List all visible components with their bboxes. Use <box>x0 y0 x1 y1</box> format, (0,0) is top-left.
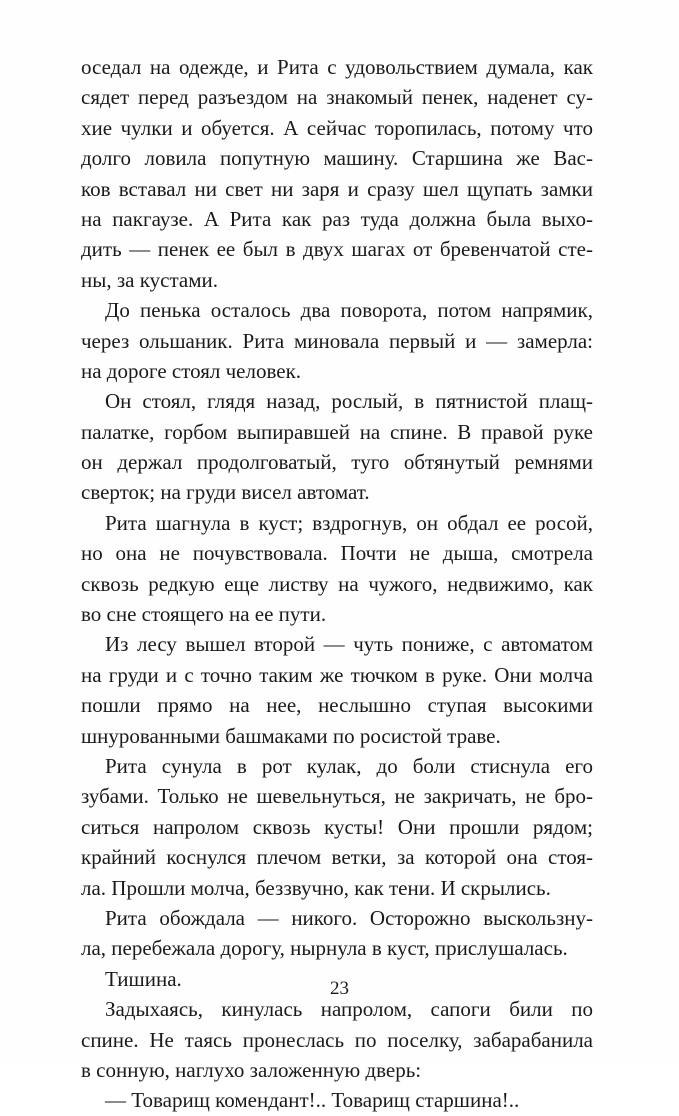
paragraph <box>81 52 593 295</box>
text-line: Рита обождала — никого. Осторожно выскользну- <box>105 905 593 930</box>
paragraph <box>81 295 593 386</box>
paragraph <box>81 386 593 508</box>
text-line: на дороге стоял человек. <box>81 358 302 383</box>
text-line: крайний коснулся плечом ветки, за которой она стоя- <box>81 845 593 870</box>
text-line: сквозь редкую еще листву на чужого, недвижимо, как <box>81 571 593 596</box>
text-line: ла. Прошли молча, беззвучно, как тени. И скрылись. <box>81 875 551 900</box>
paragraph <box>81 994 593 1085</box>
text-line: в сонную, наглухо заложенную дверь: <box>81 1057 422 1082</box>
text-line: ны, за кустами. <box>81 267 218 292</box>
text-line: До пенька осталось два поворота, потом напрямик, <box>105 298 593 323</box>
text-line: во сне стоящего на ее пути. <box>81 602 327 627</box>
text-line: оседал на одежде, и Рита с удовольствием думала, как <box>81 55 593 79</box>
text-line: пошли прямо на нее, неслышно ступая высокими <box>81 693 593 718</box>
paragraph <box>81 1085 593 1115</box>
text-line: на пакгаузе. А Рита как раз туда должна была выхо- <box>81 206 593 231</box>
text-line: но она не почувствовала. Почти не дыша, смотрела <box>81 541 593 566</box>
page-number: 23 <box>330 978 349 999</box>
text-line: через ольшаник. Рита миновала первый и — замерла: <box>81 328 593 353</box>
text-line: на груди и с точно таким же тючком в руке. Они молча <box>81 662 593 687</box>
text-line: долго ловила попутную машину. Старшина же Вас- <box>81 146 593 171</box>
text-line: ков вставал ни свет ни заря и сразу шел щупать замки <box>81 176 593 201</box>
text-line: спине. Не таясь пронеслась по поселку, забарабанила <box>81 1027 593 1052</box>
paragraph <box>81 508 593 630</box>
text-line: дить — пенек ее был в двух шагах от бревенчатой сте- <box>81 237 593 262</box>
text-line: шнурованными башмаками по росистой траве. <box>81 723 501 748</box>
text-line: зубами. Только не шевельнуться, не закричать, не бро- <box>81 784 593 809</box>
text-line: Он стоял, глядя назад, рослый, в пятнистой плащ- <box>105 389 593 414</box>
text-line: сядет перед разъездом на знакомый пенек, наденет су- <box>81 85 593 110</box>
text-line: Тишина. <box>105 966 182 991</box>
text-line: хие чулки и обуется. А сейчас торопилась, потому что <box>81 115 593 140</box>
text-line: Задыхаясь, кинулась напролом, сапоги били по <box>105 997 593 1022</box>
text-line: Рита шагнула в куст; вздрогнув, он обдал ее росой, <box>105 510 593 535</box>
paragraph <box>81 751 593 903</box>
text-line: ситься напролом сквозь кусты! Они прошли рядом; <box>81 814 593 839</box>
body-text <box>81 52 593 1116</box>
text-line: он держал продолговатый, туго обтянутый ремнями <box>81 450 593 475</box>
text-line: Рита сунула в рот кулак, до боли стиснула его <box>105 753 593 778</box>
paragraph <box>81 629 593 751</box>
paragraph <box>81 903 593 964</box>
text-line: палатке, горбом выпиравшей на спине. В правой руке <box>81 419 593 444</box>
text-line: Из лесу вышел второй — чуть пониже, с автоматом <box>105 632 593 657</box>
text-line: сверток; на груди висел автомат. <box>81 480 370 505</box>
text-line: ла, перебежала дорогу, нырнула в куст, прислушалась. <box>81 936 568 961</box>
text-line: — Товарищ комендант!.. Товарищ старшина!.. <box>105 1088 520 1113</box>
